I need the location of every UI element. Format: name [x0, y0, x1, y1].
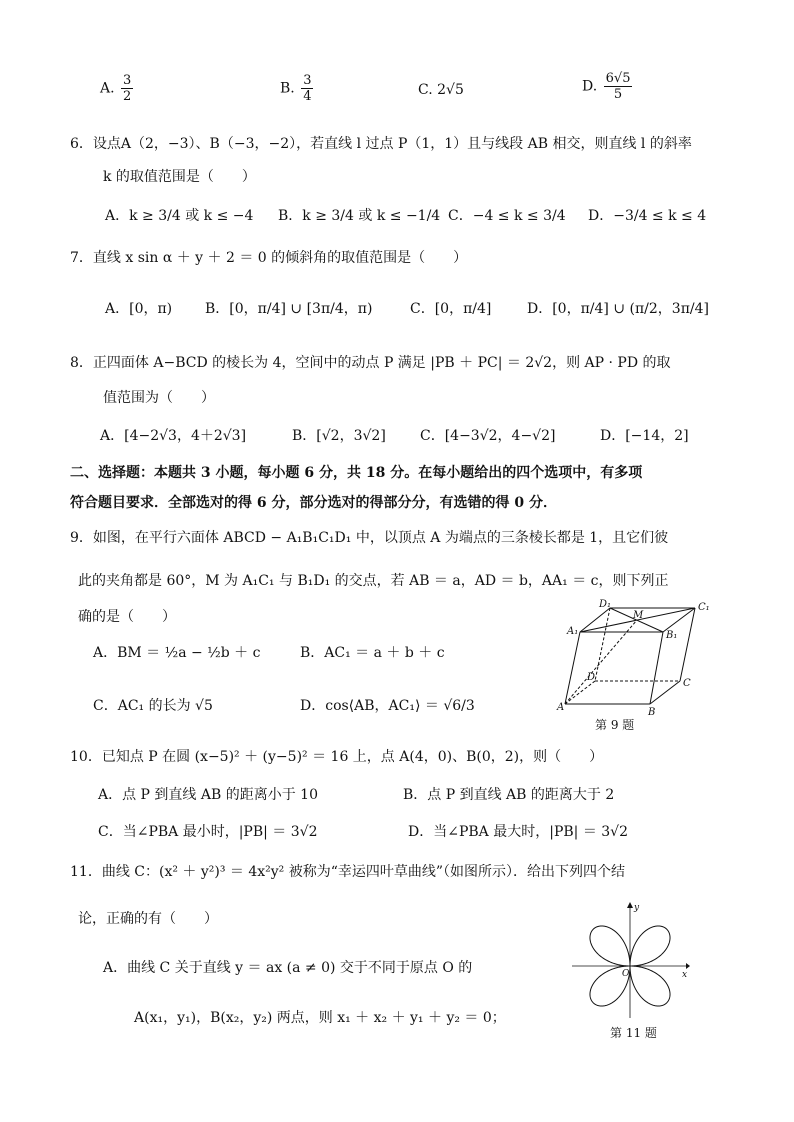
q9-stem-line1: 9．如图，在平行六面体 ABCD − A₁B₁C₁D₁ 中，以顶点 A 为端点的三条棱长都是 1，且它们彼 — [70, 530, 669, 546]
label-d1: D₁ — [599, 599, 612, 610]
q5-option-a: A. $\frac{3}{2}$ — [100, 73, 132, 104]
q5-option-d: D. $\frac{6√5}{5}$ — [582, 71, 631, 102]
q6-option-d: D．−3/4 ≤ k ≤ 4 — [588, 208, 707, 224]
q9-option-b: B．AC₁ ＝ a ＋ b ＋ c — [300, 645, 445, 661]
label-c1: C₁ — [698, 602, 710, 613]
q10-option-c: C．当∠PBA 最小时，|PB| ＝ 3√2 — [98, 824, 318, 840]
label-m: M — [633, 610, 644, 621]
label-d: D — [587, 672, 596, 683]
label-a: A — [557, 702, 565, 713]
label-b1: B₁ — [666, 630, 678, 641]
q7-option-d: D．[0，π/4] ∪ (π/2，3π/4] — [527, 301, 709, 317]
q9-option-c: C．AC₁ 的长为 √5 — [93, 698, 213, 714]
q10-stem: 10．已知点 P 在圆 (x−5)² ＋ (y−5)² ＝ 16 上，点 A(4，0)、B(0，2)，则（ ） — [70, 749, 604, 765]
q9-stem-line3: 确的是（ ） — [78, 609, 176, 625]
q11-option-a-line2: A(x₁，y₁)，B(x₂，y₂) 两点，则 x₁ ＋ x₂ ＋ y₁ ＋ y₂ ＝ 0； — [134, 1010, 506, 1026]
fraction: $\frac{3}{4}$ — [303, 73, 312, 104]
q6-option-b: B．k ≥ 3/4 或 k ≤ −1/4 — [278, 208, 441, 224]
fraction: $\frac{6√5}{5}$ — [605, 71, 631, 102]
q8-option-d: D．[−14，2] — [600, 428, 689, 444]
figure-caption-q11: 第 11 题 — [610, 1026, 657, 1040]
q6-stem-line2: k 的取值范围是（ ） — [103, 169, 256, 185]
parallelepiped-figure — [555, 598, 715, 716]
q8-stem-line2: 值范围为（ ） — [103, 390, 215, 406]
q8-stem-line1: 8．正四面体 A−BCD 的棱长为 4，空间中的动点 P 满足 |PB ＋ PC| ＝ 2√2，则 AP · PD 的取 — [70, 355, 671, 371]
label-a1: A₁ — [567, 626, 579, 637]
q5-option-c: C. 2√5 — [418, 82, 464, 98]
q7-option-b: B．[0，π/4] ∪ [3π/4，π) — [205, 301, 373, 317]
q9-option-d: D．cos⟨AB，AC₁⟩ ＝ √6/3 — [300, 698, 475, 714]
axis-label-y: y — [634, 903, 640, 913]
q8-option-b: B．[√2，3√2] — [292, 428, 386, 444]
q6-option-a: A．k ≥ 3/4 或 k ≤ −4 — [105, 208, 254, 224]
q8-option-c: C．[4−3√2，4−√2] — [420, 428, 556, 444]
q9-option-a: A．BM ＝ ½a − ½b ＋ c — [93, 645, 261, 661]
q10-option-b: B．点 P 到直线 AB 的距离大于 2 — [403, 787, 615, 803]
label-c: C — [683, 678, 691, 689]
q8-option-a: A．[4−2√3，4＋2√3] — [100, 428, 247, 444]
figure-caption-q9: 第 9 题 — [595, 718, 635, 732]
q5-option-b: B. $\frac{3}{4}$ — [280, 73, 312, 104]
axis-label-x: x — [682, 970, 688, 980]
q11-stem-line1: 11．曲线 C：(x² ＋ y²)³ ＝ 4x²y² 被称为“幸运四叶草曲线”（如图所示）．给出下列四个结 — [70, 864, 626, 880]
four-leaf-clover-figure — [570, 900, 690, 1022]
section-heading-line2: 符合题目要求．全部选对的得 6 分，部分选对的得部分分，有选错的得 0 分． — [70, 495, 557, 511]
q7-option-a: A．[0，π) — [105, 301, 173, 317]
q10-option-d: D．当∠PBA 最大时，|PB| ＝ 3√2 — [408, 824, 629, 840]
q11-stem-line2: 论，正确的有（ ） — [78, 911, 218, 927]
q6-option-c: C．−4 ≤ k ≤ 3/4 — [448, 208, 566, 224]
origin-label: O — [622, 969, 630, 979]
q7-stem: 7．直线 x sin α ＋ y ＋ 2 ＝ 0 的倾斜角的取值范围是（ ） — [70, 250, 468, 266]
q9-stem-line2: 此的夹角都是 60°，M 为 A₁C₁ 与 B₁D₁ 的交点，若 AB ＝ a，AD ＝ b，AA₁ ＝ c，则下列正 — [78, 573, 669, 589]
q6-stem-line1: 6．设点A（2，−3）、B（−3，−2），若直线 l 过点 P（1，1）且与线段 AB 相交，则直线 l 的斜率 — [70, 136, 692, 152]
q10-option-a: A．点 P 到直线 AB 的距离小于 10 — [98, 787, 318, 803]
q7-option-c: C．[0，π/4] — [410, 301, 492, 317]
q11-option-a-line1: A．曲线 C 关于直线 y ＝ ax (a ≠ 0) 交于不同于原点 O 的 — [103, 960, 473, 976]
fraction: $\frac{3}{2}$ — [123, 73, 132, 104]
label-b: B — [648, 707, 656, 716]
section-heading-line1: 二、选择题：本题共 3 小题，每小题 6 分，共 18 分。在每小题给出的四个选项中，有多项 — [70, 465, 643, 481]
